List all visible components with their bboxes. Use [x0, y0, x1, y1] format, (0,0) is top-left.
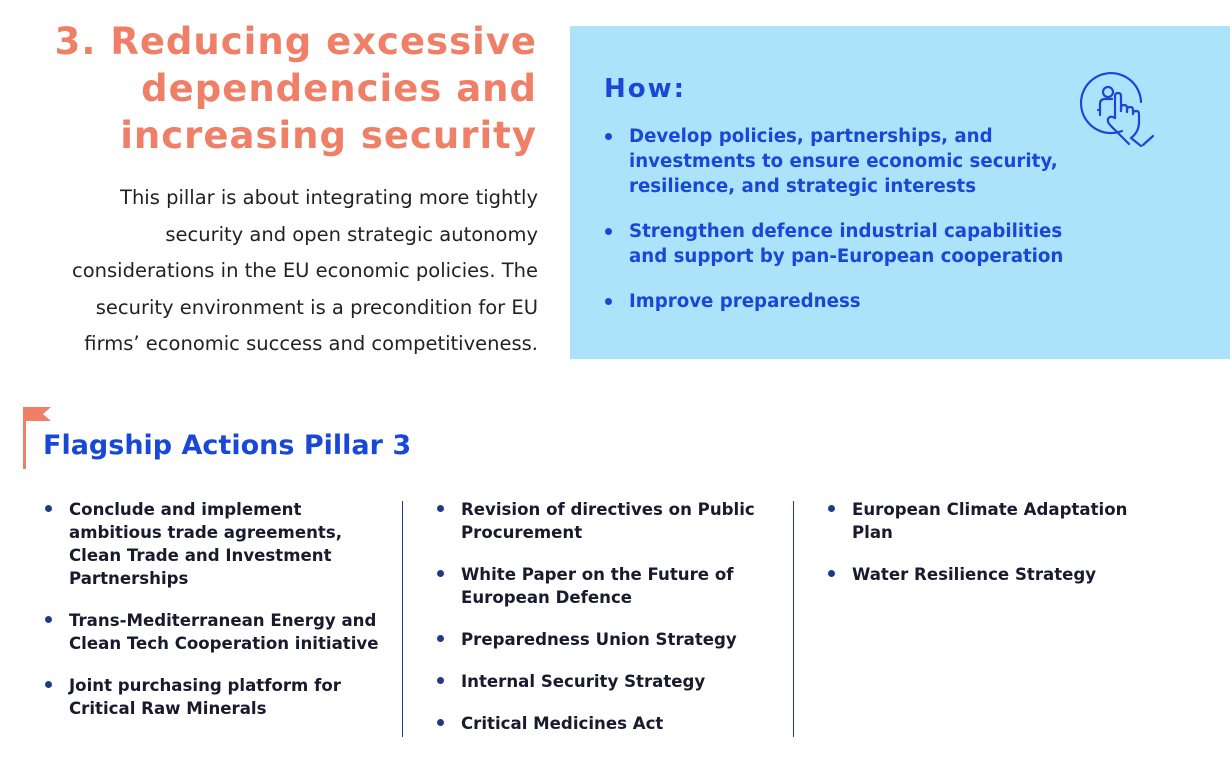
flagship-title: Flagship Actions Pillar 3	[43, 430, 412, 461]
description-line: security and open strategic autonomy	[165, 222, 538, 246]
description-line: This pillar is about integrating more tightly	[120, 186, 538, 209]
heading-line: dependencies and	[141, 67, 537, 110]
how-item: Develop policies, partnerships, and investments to ensure economic security, resilience, and strategic interests	[604, 124, 1064, 199]
flagship-item: Trans-Mediterranean Energy and Clean Tech Cooperation initiative	[44, 609, 389, 655]
how-title: How:	[604, 74, 687, 104]
person-touch-icon	[1075, 66, 1165, 156]
heading-line: increasing security	[120, 114, 537, 157]
flagship-column-3	[827, 498, 1167, 605]
pillar-heading	[40, 18, 537, 159]
flagship-item: Preparedness Union Strategy	[436, 628, 781, 651]
flagship-item: White Paper on the Future of European Defence	[436, 563, 781, 609]
how-item: Strengthen defence industrial capabilities and support by pan-European cooperation	[604, 219, 1064, 269]
flagship-column-2	[436, 498, 781, 754]
description-line: firms’ economic success and competitiveness.	[84, 332, 538, 355]
column-divider	[402, 501, 403, 737]
flagship-column-1	[44, 498, 389, 739]
description-line: security environment is a precondition for EU	[95, 295, 538, 319]
flagship-item: Critical Medicines Act	[436, 712, 781, 735]
flagship-item: Conclude and implement ambitious trade agreements, Clean Trade and Investment Partnerships	[44, 498, 389, 590]
flagship-item: European Climate Adaptation Plan	[827, 498, 1167, 544]
how-item: Improve preparedness	[604, 289, 1064, 314]
flagship-item: Joint purchasing platform for Critical Raw Minerals	[44, 674, 389, 720]
flagship-item: Internal Security Strategy	[436, 670, 781, 693]
description-line: considerations in the EU economic policies. The	[72, 259, 538, 282]
flagship-item: Water Resilience Strategy	[827, 563, 1167, 586]
how-list	[604, 124, 1064, 334]
flagship-item: Revision of directives on Public Procurement	[436, 498, 781, 544]
how-panel	[570, 26, 1230, 359]
column-divider	[793, 501, 794, 737]
pillar-description	[20, 180, 538, 363]
heading-line: 3. Reducing excessive	[54, 20, 537, 63]
